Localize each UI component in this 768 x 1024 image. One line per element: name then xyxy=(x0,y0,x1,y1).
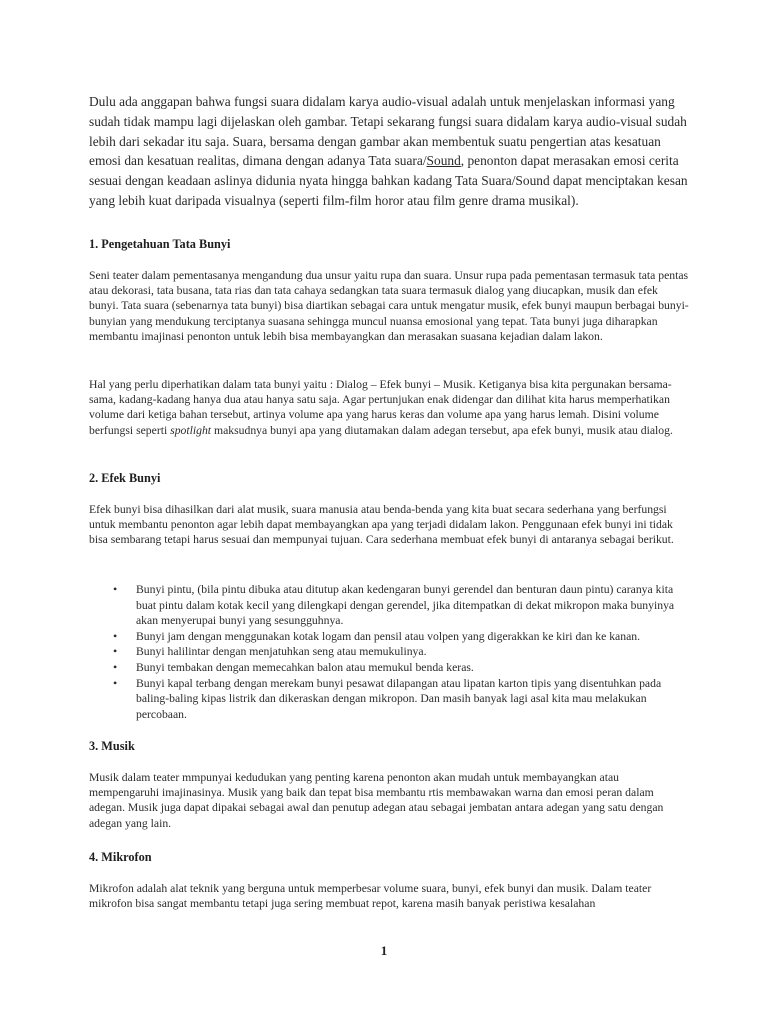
list-item: • Bunyi halilintar dengan menjatuhkan seng atau memukulinya. xyxy=(89,644,689,660)
spotlight-term: spotlight xyxy=(170,423,212,437)
list-item: • Bunyi pintu, (bila pintu dibuka atau ditutup akan kedengaran bunyi gerendel dan benturan daun pintu) caranya kita buat pintu dalam kotak kecil yang dilengkapi dengan gerendel, jika ditempatkan di dekat mikropon maka bunyinya akan menyerupai bunyi yang sesungguhnya. xyxy=(89,582,689,629)
intro-text-part: Dulu ada anggapan bahwa fungsi suara didalam karya audio-visual adalah untuk menjelaskan informasi yang sudah tidak mampu lagi dijelaskan oleh gambar. Tetapi sekarang fungsi suara didalam karya audio-visual sudah lebih dari sekadar itu saja. Suara, bersama dengan gambar akan membentuk suatu pengertian atas kesatuan emosi dan kesatuan realitas, dimana dengan adanya Tata suara/ xyxy=(89,94,687,169)
intro-text-part: , penonton dapat merasakan emosi cerita sesuai dengan keadaan aslinya didunia nyata hingga bahkan kadang Tata Suara/Sound dapat menciptakan kesan yang lebih kuat daripada visualnya (seperti film-film horor atau film genre drama musikal). xyxy=(89,153,688,208)
section-3-paragraph: Musik dalam teater mmpunyai kedudukan yang penting karena penonton akan mudah untuk membayangkan atau mempengaruhi imajinasinya. Musik yang baik dan tepat bisa membantu rtis membawakan warna dan emosi peran dalam adegan. Musik juga dapat dipakai sebagai awal dan penutup adegan atau sebagai jembatan antara adegan yang satu dengan adegan yang lain. xyxy=(89,771,664,830)
list-item: • Bunyi jam dengan menggunakan kotak logam dan pensil atau volpen yang digerakkan ke kiri dan ke kanan. xyxy=(89,629,689,645)
sound-effects-list xyxy=(89,582,689,722)
section-heading-4: 4. Mikrofon xyxy=(89,850,152,864)
list-item: • Bunyi kapal terbang dengan merekam bunyi pesawat dilapangan atau lipatan karton tipis yang disentuhkan pada baling-baling kipas listrik dan dikeraskan dengan mikropon. Dan masih banyak lagi asal kita mau melakukan percobaan. xyxy=(89,676,689,723)
paragraph-text-part: maksudnya bunyi apa yang diutamakan dalam adegan tersebut, apa efek bunyi, musik atau dialog. xyxy=(211,423,673,437)
section-heading-3: 3. Musik xyxy=(89,739,135,753)
section-1-paragraph-1: Seni teater dalam pementasanya mengandung dua unsur yaitu rupa dan suara. Unsur rupa pada pementasan termasuk tata pentas atau dekorasi, tata busana, tata rias dan tata cahaya sedangkan tata suara termasuk dialog yang diucapkan, musik dan efek bunyi. Tata suara (sebenarnya tata bunyi) bisa diartikan sebagai cara untuk mengatur musik, efek bunyi maupun berbagai bunyi-bunyian yang mendukung terciptanya suasana sehingga muncul nuansa emosional yang tepat. Tata bunyi juga diharapkan membantu imajinasi penonton untuk lebih bisa membayangkan dan merasakan suasana kejadian dalam lakon. xyxy=(89,269,689,343)
list-item: • Bunyi tembakan dengan memecahkan balon atau memukul benda keras. xyxy=(89,660,689,676)
paragraph-text-part: Hal yang perlu diperhatikan dalam tata bunyi yaitu : Dialog – Efek bunyi – Musik. Ketiganya bisa kita pergunakan bersama-sama, kadang-kadang hanya dua atau hanya satu saja. Agar pertunjukan enak didengar dan dilihat kita harus memperhatikan volume dari ketiga bahan tersebut, artinya volume apa yang harus keras dan volume apa yang harus lemah. Disini volume berfungsi seperti xyxy=(89,378,672,437)
intro-paragraph xyxy=(89,92,689,211)
sound-link[interactable]: Sound xyxy=(426,153,461,169)
section-4-paragraph: Mikrofon adalah alat teknik yang berguna untuk memperbesar volume suara, bunyi, efek bunyi dan musik. Dalam teater mikrofon bisa sangat membantu tetapi juga sering membuat repot, karena masih banyak peristiwa kesalahan xyxy=(89,882,652,911)
page-number: 1 xyxy=(380,943,388,958)
section-heading-1: 1. Pengetahuan Tata Bunyi xyxy=(89,237,231,251)
section-heading-2: 2. Efek Bunyi xyxy=(89,471,161,485)
section-2-paragraph: Efek bunyi bisa dihasilkan dari alat musik, suara manusia atau benda-benda yang kita buat secara sederhana yang berfungsi untuk membantu penonton agar lebih dapat membayangkan apa yang terjadi didalam lakon. Penggunaan efek bunyi ini tidak bisa sembarang tetapi harus sesuai dan mempunyai tujuan. Cara sederhana membuat efek bunyi di antaranya sebagai berikut. xyxy=(89,503,674,547)
section-1-paragraph-2 xyxy=(89,377,689,438)
